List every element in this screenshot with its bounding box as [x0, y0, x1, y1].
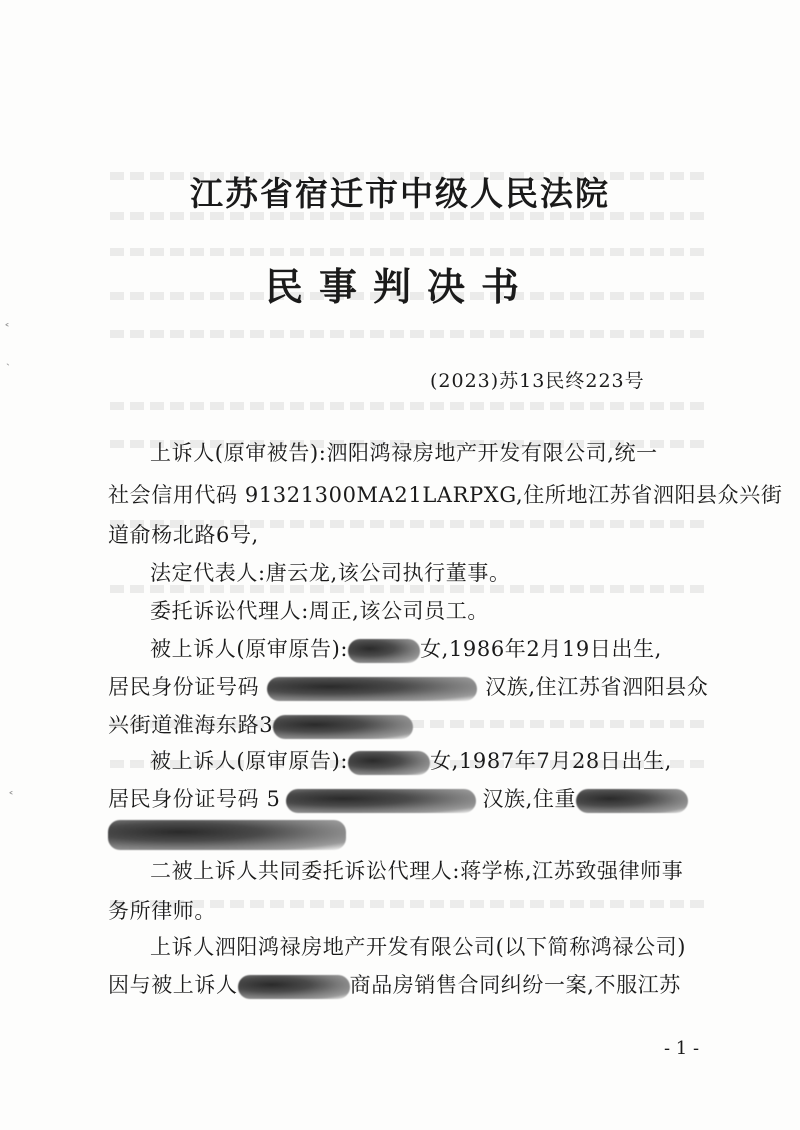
line-text: 被上诉人(原审原告): [150, 749, 349, 773]
paragraph-line [108, 784, 708, 814]
paragraph-line: 法定代表人:唐云龙,该公司执行董事。 [150, 561, 511, 585]
paragraph-line: 上诉人泗阳鸿禄房地产开发有限公司(以下简称鸿禄公司) [150, 935, 686, 959]
document-title: 民事判决书 [264, 265, 535, 309]
paragraph-line [108, 970, 708, 1000]
line-text: 居民身份证号码 5 [108, 787, 281, 811]
paragraph-line: 道俞杨北路6号, [108, 523, 259, 547]
redaction-mark [348, 751, 430, 775]
line-text: 汉族,住江苏省泗阳县众 [485, 675, 709, 699]
redaction-mark [348, 639, 420, 663]
paragraph-line [108, 710, 708, 740]
line-text: 商品房销售合同纠纷一案,不服江苏 [349, 973, 681, 997]
paragraph-line: 委托诉讼代理人:周正,该公司员工。 [150, 599, 489, 623]
redaction-mark [267, 677, 477, 701]
scan-edge-mark: ˂ [8, 790, 14, 804]
redaction-mark [108, 820, 346, 850]
paragraph-line: 上诉人(原审被告):泗阳鸿禄房地产开发有限公司,统一 [150, 441, 658, 465]
scan-edge-mark: ˂ [4, 322, 10, 336]
court-title: 江苏省宿迁市中级人民法院 [190, 174, 610, 213]
line-text: 因与被上诉人 [108, 973, 238, 997]
paragraph-line: 二被上诉人共同委托诉讼代理人:蒋学栋,江苏致强律师事 [150, 859, 684, 883]
redaction-mark [286, 789, 476, 813]
scan-edge-mark: ˏ [6, 352, 10, 366]
redaction-mark [238, 975, 350, 999]
line-text: 女,1987年7月28日出生, [430, 749, 672, 773]
line-text: 被上诉人(原审原告): [150, 637, 349, 661]
line-text: 居民身份证号码 [108, 675, 260, 699]
paragraph-line [108, 818, 708, 850]
case-number: (2023)苏13民终223号 [430, 370, 645, 392]
line-text: 兴街道淮海东路3 [108, 713, 274, 737]
paragraph-line: 社会信用代码 91321300MA21LARPXG,住所地江苏省泗阳县众兴街 [108, 483, 783, 507]
paragraph-line: 务所律师。 [108, 899, 216, 923]
paragraph-line [108, 672, 708, 702]
paragraph-line [150, 746, 710, 776]
page-number: - 1 - [664, 1038, 700, 1059]
line-text: 汉族,住重 [482, 787, 577, 811]
paragraph-line [150, 634, 710, 664]
line-text: 女,1986年2月19日出生, [420, 637, 662, 661]
redaction-mark [273, 715, 413, 739]
redaction-mark [576, 789, 688, 813]
